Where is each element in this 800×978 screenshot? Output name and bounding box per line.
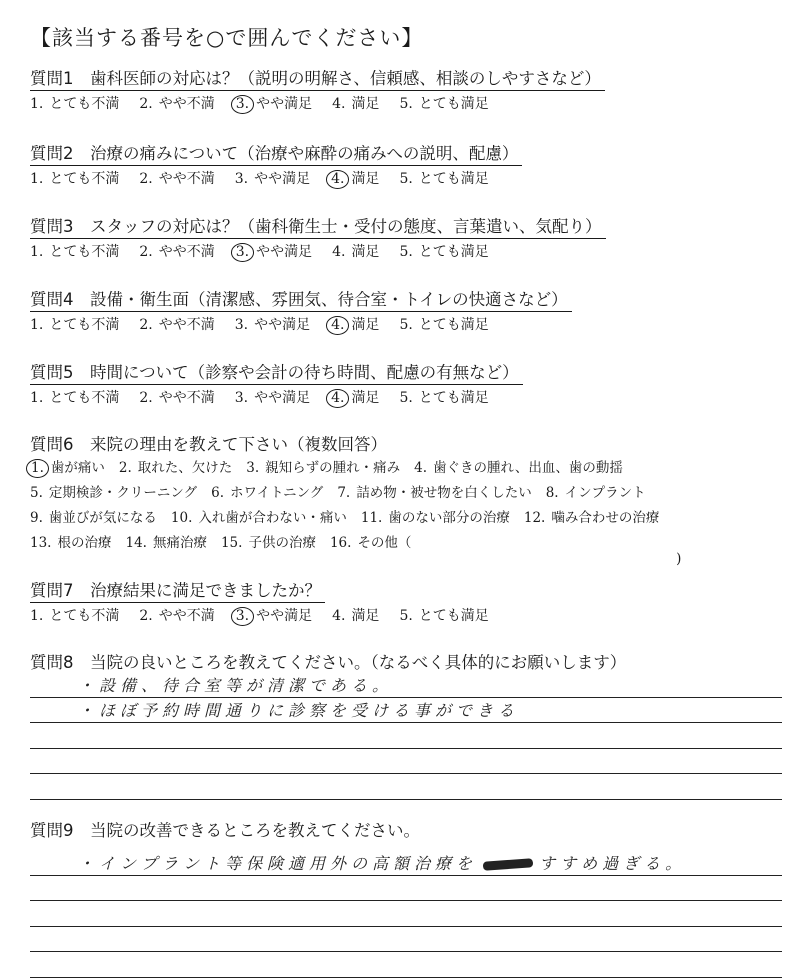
answer-text-after: すすめ過ぎる。 xyxy=(539,853,687,873)
option-number: 11. xyxy=(360,510,383,526)
option-label: とても満足 xyxy=(418,390,489,406)
option-number: 4. xyxy=(332,96,346,112)
circled-option-number: 3. xyxy=(231,243,254,262)
scale-option[interactable] xyxy=(139,605,214,627)
option-number: 3. xyxy=(234,171,249,187)
option-number: 5. xyxy=(399,244,413,260)
scale-option[interactable] xyxy=(330,168,379,190)
question-7-title: 質問7 治療結果に満足できましたか？ xyxy=(30,580,325,603)
option-label: 満足 xyxy=(351,244,380,260)
reason-option[interactable] xyxy=(361,506,510,531)
reason-option[interactable] xyxy=(119,456,232,481)
option-number: 16. xyxy=(329,535,352,551)
reason-row xyxy=(30,456,790,481)
circled-option-number: 4. xyxy=(326,170,349,189)
option-label: とても不満 xyxy=(49,171,120,187)
option-number: 2. xyxy=(139,317,153,333)
scale-option[interactable] xyxy=(332,605,379,627)
answer-line[interactable] xyxy=(30,723,782,749)
scale-option[interactable] xyxy=(399,387,488,409)
option-number: 12. xyxy=(523,510,546,526)
reason-label: 噛み合わせの治療 xyxy=(551,510,660,526)
option-number: 2. xyxy=(139,390,153,406)
question-1 xyxy=(30,68,790,115)
reason-label: 詰め物・被せ物を白くしたい xyxy=(356,485,532,501)
option-label: 満足 xyxy=(351,317,380,333)
option-number: 3. xyxy=(246,460,260,476)
scale-option[interactable] xyxy=(399,241,488,263)
answer-line[interactable] xyxy=(30,672,782,698)
question-1-options xyxy=(30,93,790,115)
scale-option[interactable] xyxy=(139,241,214,263)
scale-option[interactable] xyxy=(235,241,312,263)
option-number: 13. xyxy=(30,535,52,551)
scale-option[interactable] xyxy=(330,387,379,409)
handwritten-answer: ・設備、待合室等が清潔である。 xyxy=(78,675,394,695)
question-1-title: 質問1 歯科医師の対応は？（説明の明解さ、信頼感、相談のしやすさなど） xyxy=(30,68,605,91)
question-6 xyxy=(30,434,790,567)
reason-option[interactable] xyxy=(30,506,157,531)
reason-option[interactable] xyxy=(329,531,682,567)
question-4 xyxy=(30,289,790,336)
answer-line[interactable] xyxy=(30,927,782,953)
reason-label: 親知らずの腫れ・痛み xyxy=(265,460,401,476)
option-number: 1. xyxy=(30,608,44,624)
scale-option[interactable] xyxy=(235,605,312,627)
option-label: やや不満 xyxy=(158,96,215,112)
question-9 xyxy=(30,820,790,842)
reason-label: ホワイトニング xyxy=(230,485,324,501)
reason-option[interactable] xyxy=(337,481,531,506)
circled-option-number: 1. xyxy=(26,459,49,478)
option-label: とても満足 xyxy=(418,96,489,112)
question-2-title: 質問2 治療の痛みについて（治療や麻酔の痛みへの説明、配慮） xyxy=(30,143,522,166)
question-3 xyxy=(30,216,790,263)
question-6-reasons xyxy=(30,456,790,567)
option-number: 2. xyxy=(139,608,153,624)
reason-option[interactable] xyxy=(30,531,111,556)
question-4-options xyxy=(30,314,790,336)
option-label: やや満足 xyxy=(256,96,313,112)
reason-option[interactable] xyxy=(30,481,197,506)
option-number: 14. xyxy=(125,535,147,551)
circled-option-number: 3. xyxy=(231,607,254,626)
scale-option[interactable] xyxy=(399,314,488,336)
reason-label: 歯ぐきの腫れ、出血、歯の動揺 xyxy=(433,460,623,476)
scale-option[interactable] xyxy=(399,605,488,627)
option-number: 8. xyxy=(545,485,559,501)
option-number: 9. xyxy=(30,510,43,526)
question-8 xyxy=(30,652,790,674)
option-number: 5. xyxy=(399,608,413,624)
option-number: 4. xyxy=(332,244,346,260)
option-number: 3. xyxy=(234,390,249,406)
option-label: やや不満 xyxy=(158,317,215,333)
scale-option[interactable] xyxy=(30,314,119,336)
option-label: やや満足 xyxy=(254,317,311,333)
reason-label: 子供の治療 xyxy=(248,535,316,551)
question-7-options xyxy=(30,605,790,627)
option-label: やや満足 xyxy=(254,171,311,187)
option-number: 1. xyxy=(30,96,44,112)
reason-label: その他（ xyxy=(357,535,412,551)
scale-option[interactable] xyxy=(139,314,214,336)
question-2 xyxy=(30,143,790,190)
reason-label: 根の治療 xyxy=(57,535,112,551)
close-paren: ) xyxy=(676,551,682,567)
option-label: とても不満 xyxy=(49,96,120,112)
answer-line[interactable] xyxy=(30,876,782,902)
reason-row xyxy=(30,531,790,567)
option-label: とても満足 xyxy=(418,317,489,333)
option-label: 満足 xyxy=(351,390,380,406)
option-label: とても不満 xyxy=(49,608,120,624)
reason-label: 入れ歯が合わない・痛い xyxy=(198,510,347,526)
option-number: 10. xyxy=(170,510,193,526)
question-9-title: 質問9 当院の改善できるところを教えてください。 xyxy=(30,821,420,840)
option-number: 2. xyxy=(139,171,153,187)
option-number: 5. xyxy=(399,317,413,333)
reason-label: 歯のない部分の治療 xyxy=(388,510,510,526)
question-8-answer-lines xyxy=(30,672,782,800)
scale-option[interactable] xyxy=(399,93,488,115)
option-label: とても不満 xyxy=(49,244,120,260)
option-number: 6. xyxy=(211,485,225,501)
question-7 xyxy=(30,580,790,627)
scale-option[interactable] xyxy=(139,387,214,409)
option-label: やや満足 xyxy=(254,390,311,406)
scale-option[interactable] xyxy=(30,605,119,627)
answer-line[interactable] xyxy=(30,952,782,978)
option-label: やや満足 xyxy=(256,244,313,260)
circled-option-number: 4. xyxy=(326,389,349,408)
scale-option[interactable] xyxy=(30,93,119,115)
option-number: 4. xyxy=(414,460,428,476)
handwritten-answer: ・ほぼ予約時間通りに診察を受ける事ができる xyxy=(78,701,520,720)
question-5-title: 質問5 時間について（診察や会計の待ち時間、配慮の有無など） xyxy=(30,362,523,385)
scale-option[interactable] xyxy=(330,314,379,336)
crossed-out-scribble xyxy=(483,858,534,870)
answer-line[interactable] xyxy=(30,698,782,724)
question-9-answer-lines xyxy=(30,850,782,978)
scale-option[interactable] xyxy=(399,168,488,190)
option-label: とても満足 xyxy=(418,171,489,187)
circled-option-number: 4. xyxy=(326,316,349,335)
reason-label: インプラント xyxy=(564,485,646,501)
reason-option[interactable] xyxy=(524,506,659,531)
handwritten-answer xyxy=(78,851,686,874)
option-number: 2. xyxy=(118,460,132,476)
option-label: やや不満 xyxy=(158,171,215,187)
question-4-title: 質問4 設備・衛生面（清潔感、雰囲気、待合室・トイレの快適さなど） xyxy=(30,289,572,312)
instruction-header: 【該当する番号を○で囲んでください】 xyxy=(30,26,424,50)
scale-option[interactable] xyxy=(235,93,312,115)
option-number: 1. xyxy=(30,390,44,406)
option-number: 2. xyxy=(139,96,153,112)
reason-option[interactable] xyxy=(546,481,646,506)
option-number: 1. xyxy=(30,171,44,187)
option-label: とても不満 xyxy=(49,317,120,333)
reason-label: 歯並びが気になる xyxy=(48,510,157,526)
reason-option[interactable] xyxy=(211,481,323,506)
reason-row xyxy=(30,506,790,531)
scale-option[interactable] xyxy=(139,93,214,115)
reason-option[interactable] xyxy=(246,456,400,481)
question-2-options xyxy=(30,168,790,190)
reason-label: 取れた、欠けた xyxy=(137,460,233,476)
reason-row xyxy=(30,481,790,506)
option-number: 15. xyxy=(220,535,243,551)
scale-option[interactable] xyxy=(235,314,310,336)
scale-option[interactable] xyxy=(30,241,119,263)
circled-option-number: 3. xyxy=(231,95,254,114)
option-label: 満足 xyxy=(351,96,380,112)
reason-option[interactable] xyxy=(221,531,316,556)
question-3-title: 質問3 スタッフの対応は？（歯科衛生士・受付の態度、言葉遣い、気配り） xyxy=(30,216,606,239)
option-number: 7. xyxy=(337,485,351,501)
option-number: 1. xyxy=(30,244,44,260)
option-label: やや不満 xyxy=(158,390,215,406)
scale-option[interactable] xyxy=(30,168,119,190)
option-label: とても不満 xyxy=(49,390,120,406)
option-number: 4. xyxy=(332,608,346,624)
option-label: 満足 xyxy=(351,171,380,187)
option-label: やや満足 xyxy=(256,608,313,624)
option-number: 5. xyxy=(399,171,413,187)
option-label: とても満足 xyxy=(418,244,489,260)
option-label: やや不満 xyxy=(158,608,215,624)
answer-line[interactable] xyxy=(30,850,782,876)
option-number: 5. xyxy=(399,390,413,406)
scale-option[interactable] xyxy=(332,241,379,263)
option-number: 2. xyxy=(139,244,153,260)
question-5 xyxy=(30,362,790,409)
reason-option[interactable] xyxy=(171,506,347,531)
option-number: 1. xyxy=(30,317,44,333)
answer-line[interactable] xyxy=(30,901,782,927)
option-number: 5. xyxy=(30,485,43,501)
question-6-title: 質問6 来院の理由を教えて下さい（複数回答） xyxy=(30,435,387,454)
answer-line[interactable] xyxy=(30,774,782,800)
question-5-options xyxy=(30,387,790,409)
scale-option[interactable] xyxy=(139,168,214,190)
question-3-options xyxy=(30,241,790,263)
reason-label: 無痛治療 xyxy=(152,535,207,551)
option-label: 満足 xyxy=(351,608,380,624)
option-label: とても満足 xyxy=(418,608,489,624)
reason-option[interactable] xyxy=(30,456,105,481)
question-8-title: 質問8 当院の良いところを教えてください。（なるべく具体的にお願いします） xyxy=(30,653,627,672)
scale-option[interactable] xyxy=(30,387,119,409)
scale-option[interactable] xyxy=(235,168,310,190)
answer-line[interactable] xyxy=(30,749,782,775)
reason-option[interactable] xyxy=(125,531,206,556)
option-number: 5. xyxy=(399,96,413,112)
reason-option[interactable] xyxy=(414,456,623,481)
answer-text-before: ・インプラント等保険適用外の高額治療を xyxy=(78,853,478,873)
reason-label: 定期検診・クリーニング xyxy=(48,485,198,501)
scale-option[interactable] xyxy=(235,387,310,409)
option-label: やや不満 xyxy=(158,244,215,260)
scale-option[interactable] xyxy=(332,93,379,115)
option-number: 3. xyxy=(234,317,249,333)
reason-label: 歯が痛い xyxy=(50,460,105,476)
